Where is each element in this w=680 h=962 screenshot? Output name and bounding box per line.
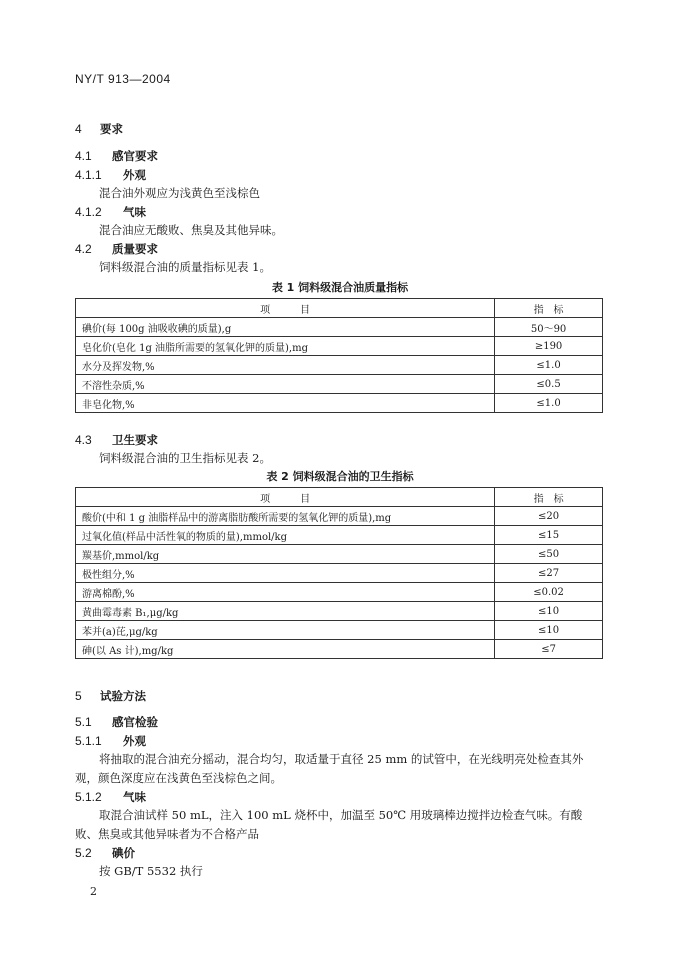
- table-row: [76, 526, 603, 545]
- table-header-row: [76, 299, 603, 318]
- section-5-2-heading: [75, 845, 135, 861]
- row-value: ≤20: [495, 507, 603, 526]
- row-item: 非皂化物,%: [76, 394, 495, 413]
- section-number: 4.1: [75, 149, 92, 163]
- row-value: ≤10: [495, 602, 603, 621]
- row-item: 黄曲霉毒素 B₁,μg/kg: [76, 602, 495, 621]
- section-title: 试验方法: [100, 689, 146, 703]
- table-1-caption: 表 1 饲料级混合油质量指标: [271, 281, 409, 294]
- section-4-3-text: 饲料级混合油的卫生指标见表 2。: [99, 451, 271, 465]
- section-number: 4.2: [75, 242, 92, 256]
- row-value: ≤10: [495, 621, 603, 640]
- table-2: [75, 487, 603, 659]
- column-header-index: 指 标: [495, 299, 603, 318]
- table-row: [76, 507, 603, 526]
- table-row: [76, 356, 603, 375]
- row-value: ≥190: [495, 337, 603, 356]
- section-4-heading: [75, 121, 123, 137]
- section-4-1-2-heading: [75, 204, 146, 220]
- row-item: 羰基价,mmol/kg: [76, 545, 495, 564]
- row-value: ≤27: [495, 564, 603, 583]
- row-item: 碘价(每 100g 油吸收碘的质量),g: [76, 318, 495, 337]
- column-header-item: 项 目: [76, 488, 495, 507]
- row-value: ≤1.0: [495, 394, 603, 413]
- row-item: 过氧化值(样品中活性氧的物质的量),mmol/kg: [76, 526, 495, 545]
- section-5-1-2-text: 取混合油试样 50 mL，注入 100 mL 烧杯中，加温至 50℃ 用玻璃棒边搅拌边检查气味。有酸败、焦臭或其他异味者为不合格产品: [75, 808, 583, 841]
- section-title: 质量要求: [112, 242, 158, 256]
- page-number: 2: [90, 885, 97, 898]
- section-4-1-1-heading: [75, 167, 146, 183]
- row-value: 50～90: [495, 318, 603, 337]
- section-title: 碘价: [112, 846, 135, 860]
- section-5-heading: [75, 688, 146, 704]
- section-number: 5.1.2: [75, 790, 102, 804]
- section-title: 外观: [123, 734, 146, 748]
- section-number: 4.1.2: [75, 205, 102, 219]
- table-row: [76, 621, 603, 640]
- section-4-1-heading: [75, 148, 158, 164]
- table-2-caption: 表 2 饲料级混合油的卫生指标: [266, 470, 414, 483]
- section-4-1-2-text: 混合油应无酸败、焦臭及其他异味。: [99, 223, 283, 237]
- row-value: ≤1.0: [495, 356, 603, 375]
- row-item: 皂化价(皂化 1g 油脂所需要的氢氧化钾的质量),mg: [76, 337, 495, 356]
- section-title: 感官检验: [112, 715, 158, 729]
- row-value: ≤0.02: [495, 583, 603, 602]
- column-header-index: 指 标: [495, 488, 603, 507]
- row-value: ≤15: [495, 526, 603, 545]
- section-4-2-text: 饲料级混合油的质量指标见表 1。: [99, 260, 271, 274]
- section-number: 5: [75, 689, 82, 703]
- section-title: 外观: [123, 168, 146, 182]
- row-value: ≤0.5: [495, 375, 603, 394]
- table-row: [76, 564, 603, 583]
- row-item: 不溶性杂质,%: [76, 375, 495, 394]
- table-row: [76, 318, 603, 337]
- table-row: [76, 337, 603, 356]
- column-header-item: 项 目: [76, 299, 495, 318]
- section-4-1-1-text: 混合油外观应为浅黄色至浅棕色: [99, 186, 260, 200]
- document-code: NY/T 913—2004: [75, 72, 171, 86]
- section-title: 要求: [100, 122, 123, 136]
- row-item: 游离棉酚,%: [76, 583, 495, 602]
- section-5-1-heading: [75, 714, 158, 730]
- row-item: 苯并(a)芘,μg/kg: [76, 621, 495, 640]
- section-title: 气味: [123, 205, 146, 219]
- section-number: 4.1.1: [75, 168, 102, 182]
- section-title: 气味: [123, 790, 146, 804]
- section-5-1-1-heading: [75, 733, 146, 749]
- table-header-row: [76, 488, 603, 507]
- table-row: [76, 375, 603, 394]
- table-row: [76, 545, 603, 564]
- section-5-1-1-text: 将抽取的混合油充分摇动，混合均匀，取适量于直径 25 mm 的试管中，在光线明亮处检查其外观，颜色深度应在浅黄色至浅棕色之间。: [75, 752, 584, 785]
- section-title: 感官要求: [112, 149, 158, 163]
- row-item: 酸价(中和 1 g 油脂样品中的游离脂肪酸所需要的氢氧化钾的质量),mg: [76, 507, 495, 526]
- section-title: 卫生要求: [112, 433, 158, 447]
- section-4-3-heading: [75, 432, 158, 448]
- section-number: 4.3: [75, 433, 92, 447]
- section-number: 4: [75, 122, 82, 136]
- table-1: [75, 298, 603, 413]
- table-row: [76, 583, 603, 602]
- row-value: ≤50: [495, 545, 603, 564]
- section-number: 5.1: [75, 715, 92, 729]
- table-row: [76, 602, 603, 621]
- row-item: 极性组分,%: [76, 564, 495, 583]
- section-4-2-heading: [75, 241, 158, 257]
- section-number: 5.2: [75, 846, 92, 860]
- section-number: 5.1.1: [75, 734, 102, 748]
- table-row: [76, 640, 603, 659]
- row-value: ≤7: [495, 640, 603, 659]
- section-5-1-2-heading: [75, 789, 146, 805]
- section-5-2-text: 按 GB/T 5532 执行: [99, 864, 203, 878]
- table-row: [76, 394, 603, 413]
- row-item: 水分及挥发物,%: [76, 356, 495, 375]
- row-item: 砷(以 As 计),mg/kg: [76, 640, 495, 659]
